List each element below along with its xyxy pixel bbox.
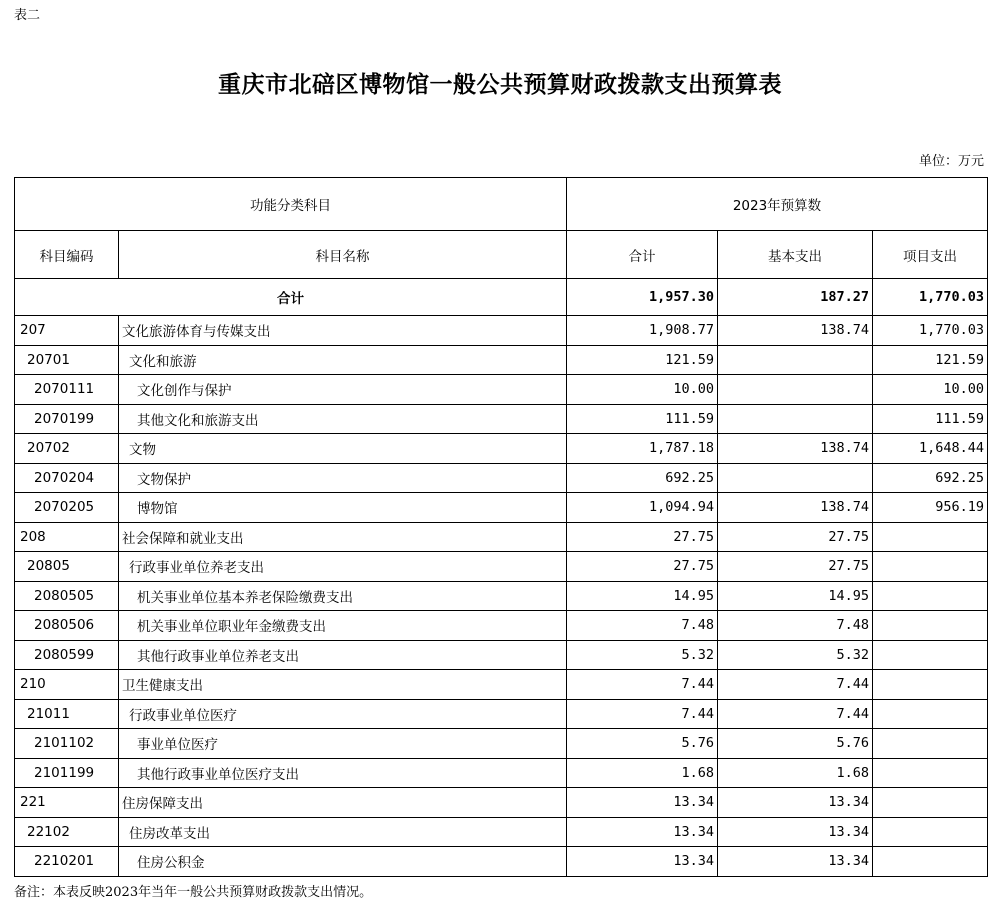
- table-row: [15, 640, 988, 670]
- row-name: 行政事业单位医疗: [119, 699, 567, 729]
- row-total: 13.34: [567, 817, 718, 847]
- row-total: 27.75: [567, 552, 718, 582]
- row-project: 1,770.03: [873, 316, 988, 346]
- row-name: 机关事业单位基本养老保险缴费支出: [119, 581, 567, 611]
- row-basic: [718, 463, 873, 493]
- row-project: 10.00: [873, 375, 988, 405]
- row-total: 13.34: [567, 847, 718, 877]
- total-row: [15, 279, 988, 316]
- table-row: [15, 522, 988, 552]
- row-project: [873, 581, 988, 611]
- row-code: 2070205: [15, 493, 119, 523]
- table-row: [15, 581, 988, 611]
- header-basic: 基本支出: [718, 231, 873, 279]
- row-total: 5.32: [567, 640, 718, 670]
- row-code: 2080505: [15, 581, 119, 611]
- row-project: 121.59: [873, 345, 988, 375]
- table-row: [15, 434, 988, 464]
- row-code: 2070204: [15, 463, 119, 493]
- row-total: 7.48: [567, 611, 718, 641]
- row-basic: 138.74: [718, 434, 873, 464]
- row-code: 20702: [15, 434, 119, 464]
- row-code: 221: [15, 788, 119, 818]
- row-basic: 7.44: [718, 699, 873, 729]
- row-project: [873, 817, 988, 847]
- row-total: 27.75: [567, 522, 718, 552]
- row-basic: 13.34: [718, 817, 873, 847]
- row-basic: [718, 345, 873, 375]
- row-name: 住房改革支出: [119, 817, 567, 847]
- row-basic: [718, 375, 873, 405]
- row-code: 2101199: [15, 758, 119, 788]
- header-total: 合计: [567, 231, 718, 279]
- row-code: 21011: [15, 699, 119, 729]
- row-name: 文化创作与保护: [119, 375, 567, 405]
- row-code: 2080506: [15, 611, 119, 641]
- footnote: 备注：本表反映2023年当年一般公共预算财政拨款支出情况。: [14, 885, 373, 900]
- row-code: 2101102: [15, 729, 119, 759]
- row-total: 5.76: [567, 729, 718, 759]
- header-code: 科目编码: [15, 231, 119, 279]
- row-basic: 27.75: [718, 552, 873, 582]
- row-basic: 138.74: [718, 316, 873, 346]
- row-project: [873, 552, 988, 582]
- table-row: [15, 817, 988, 847]
- row-code: 208: [15, 522, 119, 552]
- table-row: [15, 611, 988, 641]
- row-basic: 27.75: [718, 522, 873, 552]
- row-basic: 13.34: [718, 788, 873, 818]
- row-basic: 7.44: [718, 670, 873, 700]
- row-project: 956.19: [873, 493, 988, 523]
- row-code: 2070111: [15, 375, 119, 405]
- table-row: [15, 670, 988, 700]
- row-name: 机关事业单位职业年金缴费支出: [119, 611, 567, 641]
- row-total: 7.44: [567, 699, 718, 729]
- row-total: 111.59: [567, 404, 718, 434]
- row-code: 20701: [15, 345, 119, 375]
- row-name: 文化和旅游: [119, 345, 567, 375]
- row-basic: [718, 404, 873, 434]
- row-basic: 14.95: [718, 581, 873, 611]
- row-project: 111.59: [873, 404, 988, 434]
- header-name: 科目名称: [119, 231, 567, 279]
- row-name: 博物馆: [119, 493, 567, 523]
- header-row-2: [15, 231, 988, 279]
- budget-table: [14, 177, 988, 877]
- row-code: 22102: [15, 817, 119, 847]
- row-code: 2210201: [15, 847, 119, 877]
- row-name: 社会保障和就业支出: [119, 522, 567, 552]
- row-name: 其他行政事业单位养老支出: [119, 640, 567, 670]
- row-project: [873, 611, 988, 641]
- row-total: 7.44: [567, 670, 718, 700]
- row-name: 文化旅游体育与传媒支出: [119, 316, 567, 346]
- row-name: 事业单位医疗: [119, 729, 567, 759]
- row-code: 2070199: [15, 404, 119, 434]
- table-row: [15, 699, 988, 729]
- row-basic: 138.74: [718, 493, 873, 523]
- header-budget-year: 2023年预算数: [567, 178, 988, 231]
- row-total: 121.59: [567, 345, 718, 375]
- row-code: 207: [15, 316, 119, 346]
- row-basic: 5.76: [718, 729, 873, 759]
- header-row-1: [15, 178, 988, 231]
- table-row: [15, 788, 988, 818]
- row-name: 文物保护: [119, 463, 567, 493]
- table-row: [15, 493, 988, 523]
- row-project: [873, 670, 988, 700]
- row-total: 10.00: [567, 375, 718, 405]
- header-category: 功能分类科目: [15, 178, 567, 231]
- row-project: [873, 699, 988, 729]
- row-name: 行政事业单位养老支出: [119, 552, 567, 582]
- row-total: 1,094.94: [567, 493, 718, 523]
- row-project: [873, 640, 988, 670]
- row-name: 其他文化和旅游支出: [119, 404, 567, 434]
- row-name: 卫生健康支出: [119, 670, 567, 700]
- row-name: 文物: [119, 434, 567, 464]
- table-row: [15, 345, 988, 375]
- row-project: [873, 522, 988, 552]
- row-total: 1,787.18: [567, 434, 718, 464]
- table-row: [15, 758, 988, 788]
- table-row: [15, 463, 988, 493]
- table-row: [15, 316, 988, 346]
- row-project: [873, 788, 988, 818]
- row-total: 13.34: [567, 788, 718, 818]
- header-project: 项目支出: [873, 231, 988, 279]
- row-name: 住房公积金: [119, 847, 567, 877]
- unit-label: 单位：万元: [918, 154, 984, 169]
- row-code: 210: [15, 670, 119, 700]
- row-total: 692.25: [567, 463, 718, 493]
- table-row: [15, 729, 988, 759]
- row-project: 692.25: [873, 463, 988, 493]
- page-title: 重庆市北碚区博物馆一般公共预算财政拨款支出预算表: [218, 71, 782, 98]
- total-label: 合计: [15, 279, 567, 316]
- row-project: 1,648.44: [873, 434, 988, 464]
- row-name: 住房保障支出: [119, 788, 567, 818]
- total-project: 1,770.03: [873, 279, 988, 316]
- table-row: [15, 847, 988, 877]
- row-basic: 7.48: [718, 611, 873, 641]
- table-row: [15, 404, 988, 434]
- row-total: 14.95: [567, 581, 718, 611]
- table-row: [15, 375, 988, 405]
- row-basic: 1.68: [718, 758, 873, 788]
- row-code: 20805: [15, 552, 119, 582]
- row-basic: 5.32: [718, 640, 873, 670]
- row-total: 1,908.77: [567, 316, 718, 346]
- total-total: 1,957.30: [567, 279, 718, 316]
- total-basic: 187.27: [718, 279, 873, 316]
- table-label: 表二: [14, 8, 41, 23]
- row-project: [873, 847, 988, 877]
- row-code: 2080599: [15, 640, 119, 670]
- row-project: [873, 729, 988, 759]
- row-basic: 13.34: [718, 847, 873, 877]
- row-total: 1.68: [567, 758, 718, 788]
- row-name: 其他行政事业单位医疗支出: [119, 758, 567, 788]
- row-project: [873, 758, 988, 788]
- table-row: [15, 552, 988, 582]
